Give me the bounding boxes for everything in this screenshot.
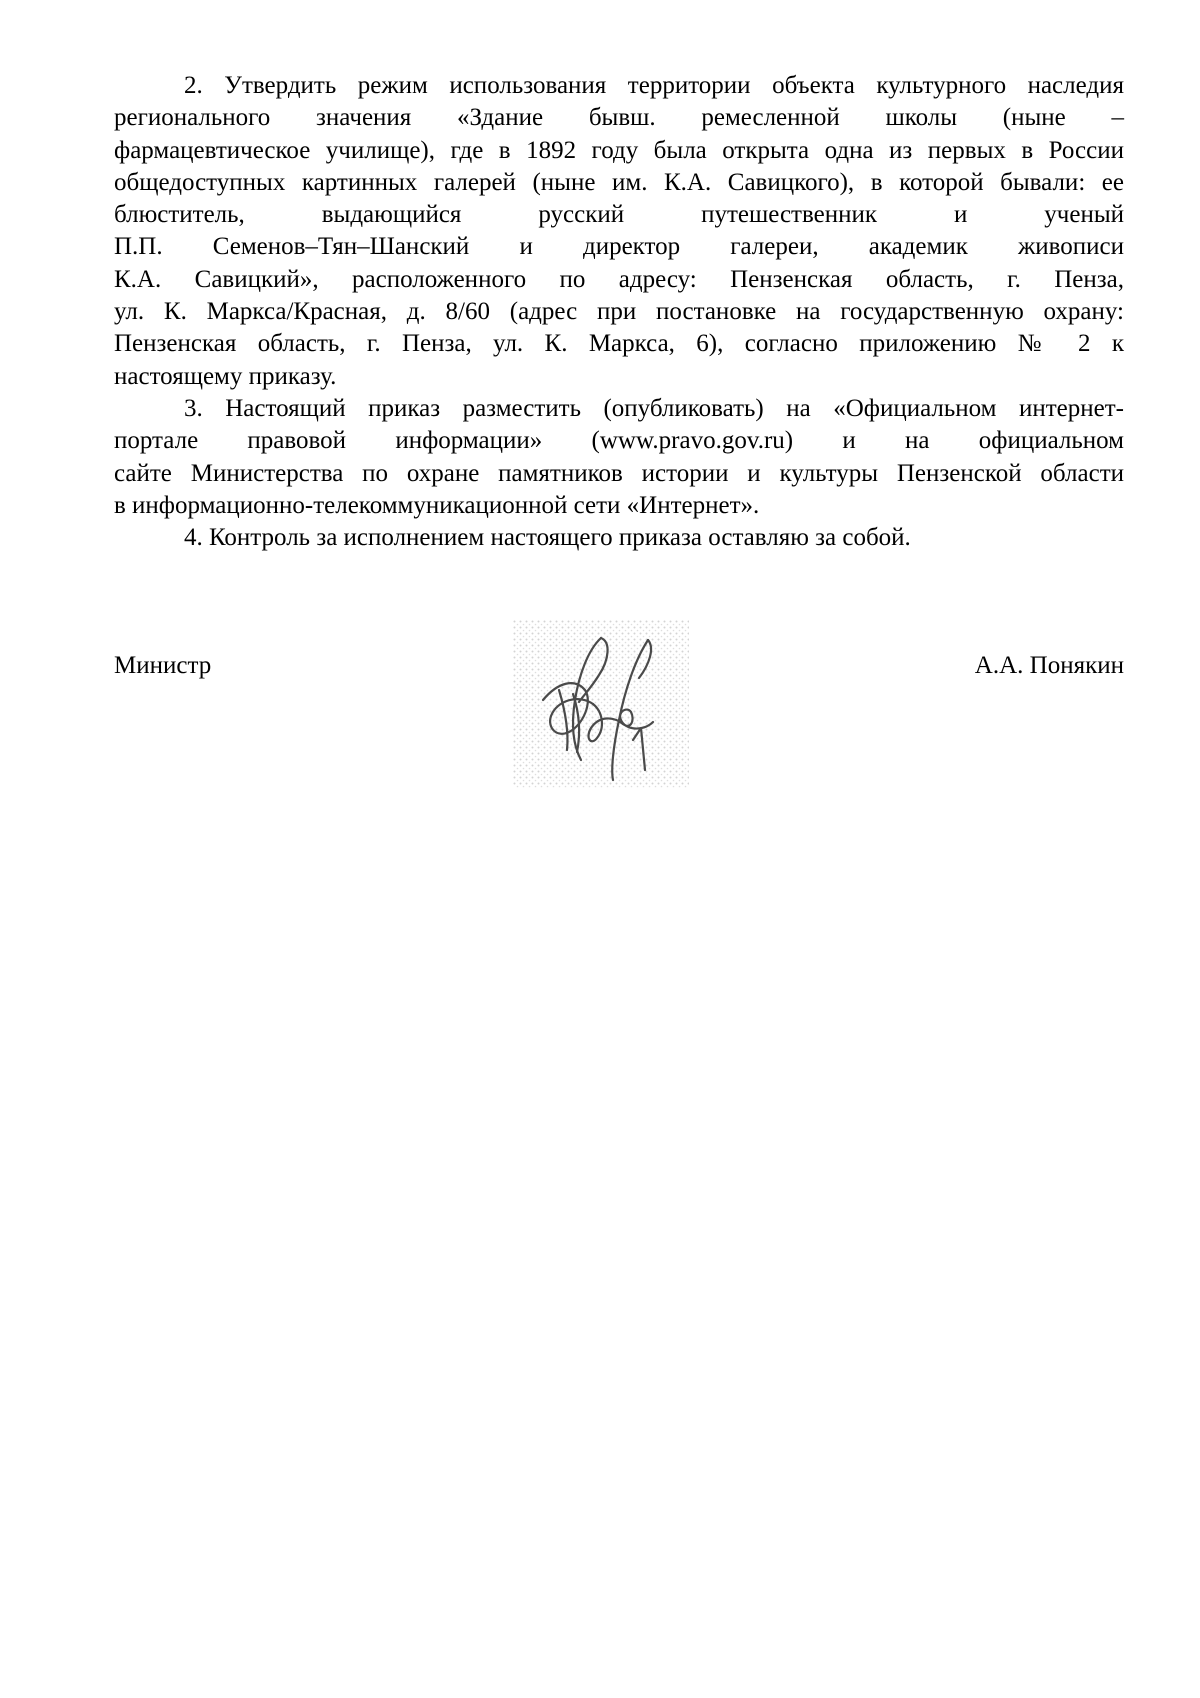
paragraph-4 — [114, 522, 1124, 554]
paragraph-2-line-7: К.А. Савицкий», расположенного по адресу: Пензенская область, г. Пенза, — [114, 265, 1124, 293]
document-body — [114, 70, 1124, 554]
signer-title: Министр — [114, 652, 212, 679]
paragraph-3-line-4: в информационно-телекоммуникационной сети «Интернет». — [114, 491, 760, 519]
paragraph-2-line-5: блюститель, выдающийся русский путешественник и ученый — [114, 201, 1124, 229]
paragraph-2-line-2: регионального значения «Здание бывш. ремесленной школы (ныне – — [114, 104, 1124, 132]
paragraph-2-line-3: фармацевтическое училище), где в 1892 году была открыта одна из первых в России — [114, 136, 1124, 164]
paragraph-2-line-1: 2. Утвердить режим использования территории объекта культурного наследия — [184, 72, 1124, 99]
paragraph-3 — [114, 393, 1124, 522]
paragraph-2-line-10: настоящему приказу. — [114, 362, 337, 390]
paragraph-2 — [114, 70, 1124, 393]
signer-name: А.А. Понякин — [974, 652, 1124, 679]
paragraph-3-line-3: сайте Министерства по охране памятников истории и культуры Пензенской области — [114, 459, 1124, 487]
handwritten-signature-icon — [513, 620, 689, 788]
paragraph-2-line-4: общедоступных картинных галерей (ныне им. К.А. Савицкого), в которой бывали: ее — [114, 168, 1124, 196]
paragraph-2-line-6: П.П. Семенов–Тян–Шанский и директор галереи, академик живописи — [114, 233, 1124, 261]
paragraph-2-line-8: ул. К. Маркса/Красная, д. 8/60 (адрес при постановке на государственную охрану: — [114, 298, 1124, 326]
paragraph-4-line-1: 4. Контроль за исполнением настоящего приказа оставляю за собой. — [184, 524, 911, 552]
paragraph-3-line-1: 3. Настоящий приказ разместить (опубликовать) на «Официальном интернет- — [184, 394, 1124, 422]
paragraph-2-line-9: Пензенская область, г. Пенза, ул. К. Маркса, 6), согласно приложению № 2 к — [114, 330, 1124, 358]
paragraph-3-line-2: портале правовой информации» (www.pravo.gov.ru) и на официальном — [114, 427, 1124, 455]
